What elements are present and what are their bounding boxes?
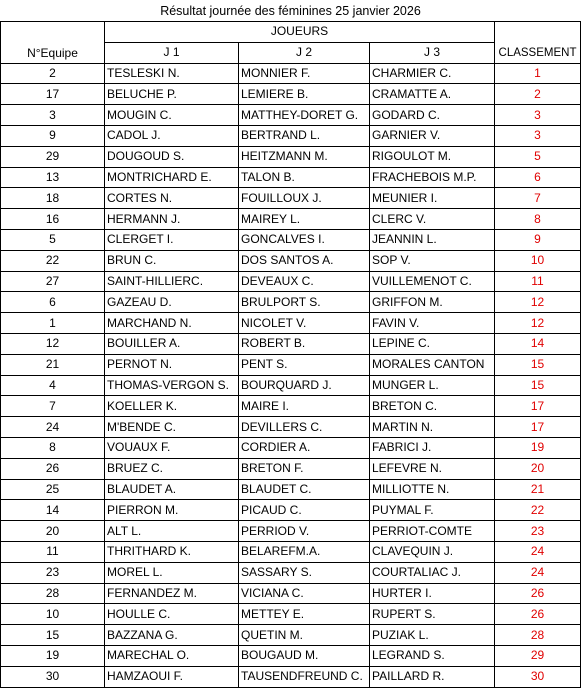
team-number-cell: 24 bbox=[1, 417, 105, 438]
ranking-cell: 17 bbox=[495, 396, 581, 417]
team-number-cell: 1 bbox=[1, 313, 105, 334]
player-j3-cell: GRIFFON M. bbox=[370, 292, 495, 313]
player-j2-cell: HEITZMANN M. bbox=[239, 146, 370, 167]
column-header-j2: J 2 bbox=[239, 42, 370, 63]
player-j3-cell: LEGRAND S. bbox=[370, 645, 495, 666]
team-number-cell: 6 bbox=[1, 292, 105, 313]
player-j3-cell: RUPERT S. bbox=[370, 604, 495, 625]
team-number-cell: 12 bbox=[1, 333, 105, 354]
ranking-cell: 5 bbox=[495, 146, 581, 167]
table-row bbox=[1, 63, 581, 84]
team-number-cell: 26 bbox=[1, 458, 105, 479]
player-j1-cell: CORTES N. bbox=[105, 188, 239, 209]
column-header-joueurs: JOUEURS bbox=[105, 22, 495, 43]
player-j1-cell: PERNOT N. bbox=[105, 354, 239, 375]
team-number-cell: 2 bbox=[1, 63, 105, 84]
ranking-cell: 26 bbox=[495, 604, 581, 625]
player-j2-cell: DEVEAUX C. bbox=[239, 271, 370, 292]
ranking-cell: 8 bbox=[495, 209, 581, 230]
player-j1-cell: MARCHAND N. bbox=[105, 313, 239, 334]
player-j3-cell: JEANNIN L. bbox=[370, 229, 495, 250]
player-j1-cell: MARECHAL O. bbox=[105, 645, 239, 666]
ranking-cell: 12 bbox=[495, 313, 581, 334]
table-row bbox=[1, 396, 581, 417]
ranking-cell: 15 bbox=[495, 354, 581, 375]
team-number-cell: 5 bbox=[1, 229, 105, 250]
player-j3-cell: PAILLARD R. bbox=[370, 666, 495, 687]
team-number-cell: 23 bbox=[1, 562, 105, 583]
ranking-cell: 3 bbox=[495, 105, 581, 126]
player-j2-cell: MAIREY L. bbox=[239, 209, 370, 230]
player-j2-cell: NICOLET V. bbox=[239, 313, 370, 334]
player-j1-cell: BRUN C. bbox=[105, 250, 239, 271]
player-j2-cell: PENT S. bbox=[239, 354, 370, 375]
table-row bbox=[1, 625, 581, 646]
column-header-equipe: N°Equipe bbox=[1, 22, 105, 64]
team-number-cell: 28 bbox=[1, 583, 105, 604]
table-row bbox=[1, 479, 581, 500]
team-number-cell: 10 bbox=[1, 604, 105, 625]
team-number-cell: 21 bbox=[1, 354, 105, 375]
table-row bbox=[1, 167, 581, 188]
player-j3-cell: FAVIN V. bbox=[370, 313, 495, 334]
table-row bbox=[1, 105, 581, 126]
player-j3-cell: CLERC V. bbox=[370, 209, 495, 230]
page-title: Résultat journée des féminines 25 janvier 2026 bbox=[160, 4, 421, 18]
player-j3-cell: HURTER I. bbox=[370, 583, 495, 604]
table-row bbox=[1, 458, 581, 479]
ranking-cell: 24 bbox=[495, 541, 581, 562]
column-header-j3: J 3 bbox=[370, 42, 495, 63]
ranking-cell: 21 bbox=[495, 479, 581, 500]
player-j3-cell: SOP V. bbox=[370, 250, 495, 271]
player-j2-cell: METTEY E. bbox=[239, 604, 370, 625]
team-number-cell: 19 bbox=[1, 645, 105, 666]
player-j2-cell: TAUSENDFREUND C. bbox=[239, 666, 370, 687]
player-j2-cell: LEMIERE B. bbox=[239, 84, 370, 105]
player-j3-cell: PUZIAK L. bbox=[370, 625, 495, 646]
player-j1-cell: DOUGOUD S. bbox=[105, 146, 239, 167]
column-header-classement: CLASSEMENT bbox=[495, 22, 581, 64]
table-row bbox=[1, 500, 581, 521]
player-j2-cell: MAIRE I. bbox=[239, 396, 370, 417]
player-j3-cell: VUILLEMENOT C. bbox=[370, 271, 495, 292]
team-number-cell: 7 bbox=[1, 396, 105, 417]
table-row bbox=[1, 209, 581, 230]
ranking-cell: 11 bbox=[495, 271, 581, 292]
player-j3-cell: MUNGER L. bbox=[370, 375, 495, 396]
table-row bbox=[1, 333, 581, 354]
player-j3-cell: FRACHEBOIS M.P. bbox=[370, 167, 495, 188]
table-row bbox=[1, 583, 581, 604]
player-j1-cell: BLAUDET A. bbox=[105, 479, 239, 500]
ranking-cell: 14 bbox=[495, 333, 581, 354]
team-number-cell: 11 bbox=[1, 541, 105, 562]
player-j1-cell: MONTRICHARD E. bbox=[105, 167, 239, 188]
player-j3-cell: GODARD C. bbox=[370, 105, 495, 126]
player-j3-cell: PUYMAL F. bbox=[370, 500, 495, 521]
ranking-cell: 3 bbox=[495, 125, 581, 146]
ranking-cell: 19 bbox=[495, 437, 581, 458]
player-j1-cell: PIERRON M. bbox=[105, 500, 239, 521]
player-j2-cell: BELAREFM.A. bbox=[239, 541, 370, 562]
player-j2-cell: FOUILLOUX J. bbox=[239, 188, 370, 209]
player-j3-cell: LEFEVRE N. bbox=[370, 458, 495, 479]
table-row bbox=[1, 271, 581, 292]
player-j1-cell: MOREL L. bbox=[105, 562, 239, 583]
player-j2-cell: ROBERT B. bbox=[239, 333, 370, 354]
table-row bbox=[1, 437, 581, 458]
player-j3-cell: GARNIER V. bbox=[370, 125, 495, 146]
table-row bbox=[1, 521, 581, 542]
team-number-cell: 9 bbox=[1, 125, 105, 146]
team-number-cell: 4 bbox=[1, 375, 105, 396]
ranking-cell: 17 bbox=[495, 417, 581, 438]
player-j2-cell: BOURQUARD J. bbox=[239, 375, 370, 396]
player-j2-cell: DEVILLERS C. bbox=[239, 417, 370, 438]
table-row bbox=[1, 146, 581, 167]
player-j2-cell: PERRIOD V. bbox=[239, 521, 370, 542]
player-j1-cell: GAZEAU D. bbox=[105, 292, 239, 313]
player-j2-cell: MATTHEY-DORET G. bbox=[239, 105, 370, 126]
ranking-cell: 22 bbox=[495, 500, 581, 521]
player-j2-cell: BRULPORT S. bbox=[239, 292, 370, 313]
team-number-cell: 22 bbox=[1, 250, 105, 271]
ranking-cell: 20 bbox=[495, 458, 581, 479]
player-j2-cell: DOS SANTOS A. bbox=[239, 250, 370, 271]
table-row bbox=[1, 354, 581, 375]
player-j1-cell: BOUILLER A. bbox=[105, 333, 239, 354]
team-number-cell: 13 bbox=[1, 167, 105, 188]
table-row bbox=[1, 604, 581, 625]
table-row bbox=[1, 84, 581, 105]
table-row bbox=[1, 292, 581, 313]
team-number-cell: 14 bbox=[1, 500, 105, 521]
player-j1-cell: VOUAUX F. bbox=[105, 437, 239, 458]
player-j1-cell: CADOL J. bbox=[105, 125, 239, 146]
table-row bbox=[1, 188, 581, 209]
table-row bbox=[1, 666, 581, 687]
table-row bbox=[1, 313, 581, 334]
player-j1-cell: FERNANDEZ M. bbox=[105, 583, 239, 604]
table-row bbox=[1, 541, 581, 562]
table-row bbox=[1, 125, 581, 146]
player-j1-cell: CLERGET I. bbox=[105, 229, 239, 250]
team-number-cell: 30 bbox=[1, 666, 105, 687]
player-j3-cell: PERRIOT-COMTE bbox=[370, 521, 495, 542]
ranking-cell: 2 bbox=[495, 84, 581, 105]
team-number-cell: 18 bbox=[1, 188, 105, 209]
player-j3-cell: LEPINE C. bbox=[370, 333, 495, 354]
ranking-cell: 28 bbox=[495, 625, 581, 646]
player-j2-cell: VICIANA C. bbox=[239, 583, 370, 604]
player-j1-cell: BAZZANA G. bbox=[105, 625, 239, 646]
player-j1-cell: KOELLER K. bbox=[105, 396, 239, 417]
table-row bbox=[1, 229, 581, 250]
ranking-cell: 10 bbox=[495, 250, 581, 271]
ranking-cell: 15 bbox=[495, 375, 581, 396]
player-j3-cell: CLAVEQUIN J. bbox=[370, 541, 495, 562]
player-j1-cell: HOULLE C. bbox=[105, 604, 239, 625]
results-body bbox=[1, 63, 581, 687]
player-j1-cell: MOUGIN C. bbox=[105, 105, 239, 126]
team-number-cell: 17 bbox=[1, 84, 105, 105]
player-j3-cell: COURTALIAC J. bbox=[370, 562, 495, 583]
table-row bbox=[1, 645, 581, 666]
table-row bbox=[1, 250, 581, 271]
table-row bbox=[1, 375, 581, 396]
header-row-group bbox=[1, 22, 581, 43]
player-j2-cell: CORDIER A. bbox=[239, 437, 370, 458]
team-number-cell: 27 bbox=[1, 271, 105, 292]
player-j3-cell: CHARMIER C. bbox=[370, 63, 495, 84]
team-number-cell: 16 bbox=[1, 209, 105, 230]
player-j3-cell: MARTIN N. bbox=[370, 417, 495, 438]
player-j2-cell: BLAUDET C. bbox=[239, 479, 370, 500]
ranking-cell: 6 bbox=[495, 167, 581, 188]
player-j1-cell: THRITHARD K. bbox=[105, 541, 239, 562]
player-j3-cell: MORALES CANTON bbox=[370, 354, 495, 375]
player-j1-cell: BRUEZ C. bbox=[105, 458, 239, 479]
table-row bbox=[1, 417, 581, 438]
ranking-cell: 9 bbox=[495, 229, 581, 250]
player-j1-cell: SAINT-HILLIERC. bbox=[105, 271, 239, 292]
player-j2-cell: QUETIN M. bbox=[239, 625, 370, 646]
player-j1-cell: BELUCHE P. bbox=[105, 84, 239, 105]
results-table bbox=[0, 21, 581, 688]
ranking-cell: 26 bbox=[495, 583, 581, 604]
ranking-cell: 24 bbox=[495, 562, 581, 583]
team-number-cell: 8 bbox=[1, 437, 105, 458]
table-row bbox=[1, 562, 581, 583]
player-j3-cell: RIGOULOT M. bbox=[370, 146, 495, 167]
player-j1-cell: TESLESKI N. bbox=[105, 63, 239, 84]
ranking-cell: 7 bbox=[495, 188, 581, 209]
team-number-cell: 3 bbox=[1, 105, 105, 126]
ranking-cell: 29 bbox=[495, 645, 581, 666]
player-j2-cell: GONCALVES I. bbox=[239, 229, 370, 250]
player-j2-cell: MONNIER F. bbox=[239, 63, 370, 84]
player-j2-cell: TALON B. bbox=[239, 167, 370, 188]
player-j3-cell: BRETON C. bbox=[370, 396, 495, 417]
player-j2-cell: PICAUD C. bbox=[239, 500, 370, 521]
player-j1-cell: HAMZAOUI F. bbox=[105, 666, 239, 687]
player-j2-cell: BOUGAUD M. bbox=[239, 645, 370, 666]
player-j3-cell: FABRICI J. bbox=[370, 437, 495, 458]
ranking-cell: 30 bbox=[495, 666, 581, 687]
player-j2-cell: BRETON F. bbox=[239, 458, 370, 479]
player-j2-cell: SASSARY S. bbox=[239, 562, 370, 583]
ranking-cell: 12 bbox=[495, 292, 581, 313]
player-j1-cell: THOMAS-VERGON S. bbox=[105, 375, 239, 396]
team-number-cell: 20 bbox=[1, 521, 105, 542]
team-number-cell: 29 bbox=[1, 146, 105, 167]
team-number-cell: 25 bbox=[1, 479, 105, 500]
player-j1-cell: ALT L. bbox=[105, 521, 239, 542]
player-j1-cell: M'BENDE C. bbox=[105, 417, 239, 438]
player-j1-cell: HERMANN J. bbox=[105, 209, 239, 230]
player-j2-cell: BERTRAND L. bbox=[239, 125, 370, 146]
team-number-cell: 15 bbox=[1, 625, 105, 646]
ranking-cell: 1 bbox=[495, 63, 581, 84]
player-j3-cell: MILLIOTTE N. bbox=[370, 479, 495, 500]
column-header-j1: J 1 bbox=[105, 42, 239, 63]
player-j3-cell: CRAMATTE A. bbox=[370, 84, 495, 105]
ranking-cell: 23 bbox=[495, 521, 581, 542]
player-j3-cell: MEUNIER I. bbox=[370, 188, 495, 209]
